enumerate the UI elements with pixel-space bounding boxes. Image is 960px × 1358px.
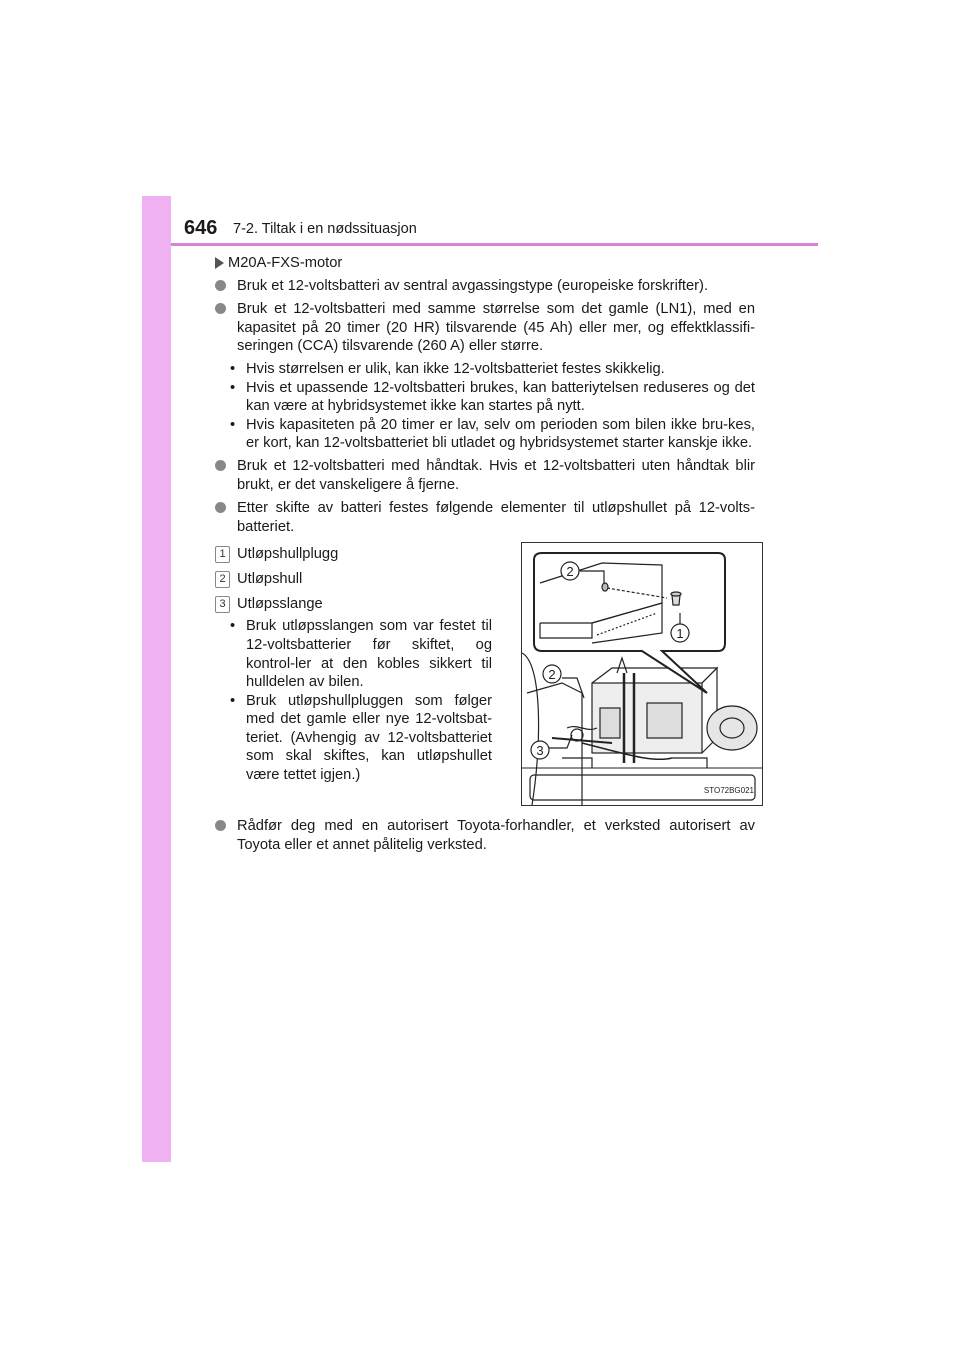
bullet-item	[215, 300, 755, 356]
bullet-dot-icon	[215, 303, 226, 314]
bullet-item	[215, 277, 755, 296]
callout-label: 3	[536, 743, 544, 759]
numbered-item-label: Utløpshull	[237, 571, 303, 588]
bullet-item	[215, 499, 755, 536]
page-number: 646	[184, 217, 218, 239]
numbered-item	[215, 545, 492, 570]
sub-item	[215, 360, 755, 379]
number-badge: 3	[215, 596, 230, 613]
sub-item-text: Bruk utløpshullpluggen som følger med det gamle eller nye 12-voltsbat-teriet. (Avhengig av 12-voltsbatteriet som skal skiftes, kan utløpshullet være tettet igjen.)	[246, 692, 492, 784]
numbered-sub-item	[215, 692, 492, 785]
header-rule	[171, 243, 818, 246]
numbered-item	[215, 570, 492, 595]
sub-bullet-icon: •	[230, 416, 236, 433]
numbered-list	[215, 545, 492, 784]
section-heading-text: M20A-FXS-motor	[228, 255, 343, 271]
number-badge: 2	[215, 571, 230, 588]
bullet-text: Bruk et 12-voltsbatteri med samme størrelse som det gamle (LN1), med en kapasitet på 20 timer (20 HR) tilsvarende (45 Ah) eller mer, og effektklassifi-seringen (CCA) tilsvarende (260 A) eller større.	[237, 301, 755, 355]
chapter-sidebar-tab	[142, 196, 171, 1162]
sub-bullet-icon: •	[230, 360, 236, 377]
bullet-dot-icon	[215, 280, 226, 291]
callout-label: 2	[566, 564, 574, 580]
sub-item-text: Bruk utløpsslangen som var festet til 12-voltsbatterier før skiftet, og kontrol-ler at den kobles sikkert til hulldelen av bilen.	[246, 618, 492, 691]
sub-bullet-icon: •	[230, 379, 236, 396]
callout-label: 1	[676, 626, 684, 642]
triangle-marker-icon	[215, 257, 224, 269]
figure-code: STO72BG021	[703, 785, 754, 795]
numbered-sub-item	[215, 617, 492, 691]
section-heading	[215, 254, 755, 273]
battery-drain-figure	[521, 542, 763, 806]
bullet-text: Bruk et 12-voltsbatteri med håndtak. Hvis et 12-voltsbatteri uten håndtak blir brukt, er det vanskeligere å fjerne.	[237, 457, 755, 493]
sub-item-text: Hvis kapasiteten på 20 timer er lav, selv om perioden som bilen ikke bru-kes, er kort, kan 12-voltsbatteriet bli utladet og hybridsystemet starter kanskje ikke.	[246, 416, 755, 452]
callout-label: 2	[548, 667, 556, 683]
bullet-item	[215, 817, 755, 854]
sub-bullet-icon: •	[230, 618, 236, 635]
number-badge: 1	[215, 546, 230, 563]
numbered-item-label: Utløpshullplugg	[237, 546, 339, 563]
page-content	[215, 254, 755, 860]
bullet-text: Etter skifte av batteri festes følgende elementer til utløpshullet på 12-volts-batteriet.	[237, 500, 755, 535]
sub-item-text: Hvis størrelsen er ulik, kan ikke 12-voltsbatteriet festes skikkelig.	[246, 360, 665, 377]
bullet-item	[215, 457, 755, 494]
sub-item	[215, 416, 755, 453]
sub-item-text: Hvis et upassende 12-voltsbatteri brukes, kan batteriytelsen reduseres og det kan være at hybridsystemet ikke kan startes på nytt.	[246, 379, 755, 415]
bullet-dot-icon	[215, 820, 226, 831]
numbered-item-label: Utløpsslange	[237, 596, 323, 613]
sub-bullet-icon: •	[230, 692, 236, 709]
battery-illustration	[522, 543, 762, 805]
bullet-dot-icon	[215, 460, 226, 471]
bullet-dot-icon	[215, 502, 226, 513]
bullet-text: Rådfør deg med en autorisert Toyota-forhandler, et verksted autorisert av Toyota eller et annet pålitelig verksted.	[237, 818, 755, 853]
numbered-item	[215, 595, 492, 617]
bullet-text: Bruk et 12-voltsbatteri av sentral avgassingstype (europeiske forskrifter).	[237, 277, 709, 294]
chapter-title: 7-2. Tiltak i en nødssituasjon	[233, 221, 417, 237]
parts-figure-row	[215, 545, 755, 807]
sub-item	[215, 379, 755, 416]
